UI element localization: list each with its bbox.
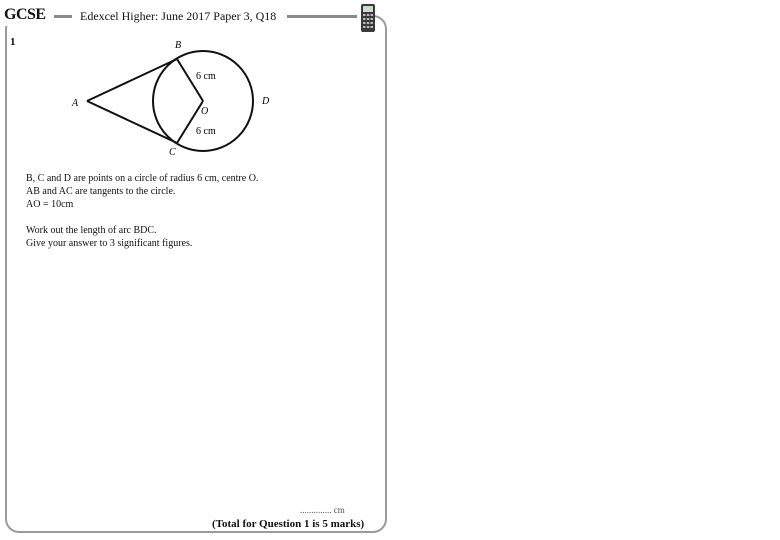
answer-unit: cm [333, 505, 345, 515]
circle-tangent-diagram [60, 35, 300, 160]
label-radius-bottom: 6 cm [196, 126, 216, 137]
question-line-5: Give your answer to 3 significant figures. [26, 238, 193, 249]
question-line-1: B, C and D are points on a circle of radius 6 cm, centre O. [26, 173, 259, 184]
answer-dots: .............. [300, 505, 332, 515]
question-line-3: AO = 10cm [26, 199, 74, 210]
label-a: A [72, 98, 79, 109]
label-b: B [175, 40, 182, 51]
question-line-4: Work out the length of arc BDC. [26, 225, 157, 236]
label-o: O [201, 106, 209, 117]
question-text [26, 172, 258, 250]
tangent-ac [87, 101, 177, 143]
label-d: D [262, 96, 270, 107]
total-marks: (Total for Question 1 is 5 marks) [212, 518, 365, 530]
answer-line[interactable] [300, 505, 345, 515]
label-c: C [169, 147, 176, 158]
brand-label: GCSE [4, 6, 46, 23]
tangent-ab [87, 59, 177, 101]
question-line-2: AB and AC are tangents to the circle. [26, 186, 176, 197]
header-rule-right [287, 15, 357, 18]
header-rule-left [54, 15, 72, 18]
question-number: 1 [10, 36, 16, 48]
label-radius-top: 6 cm [196, 71, 216, 82]
calculator-icon [360, 3, 376, 33]
paper-title: Edexcel Higher: June 2017 Paper 3, Q18 [80, 9, 277, 23]
